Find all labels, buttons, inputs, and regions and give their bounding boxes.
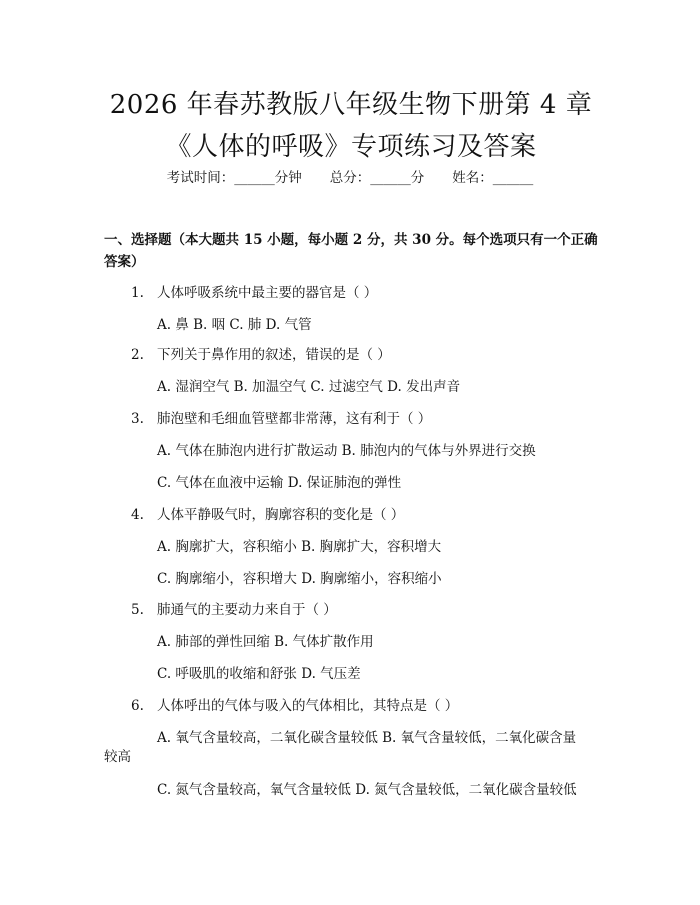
question-6-options-cd: C. 氮气含量较高，氧气含量较低 D. 氮气含量较低，二氧化碳含量较低 [157, 782, 577, 798]
question-text: 下列关于鼻作用的叙述，错误的是（ ） [157, 347, 391, 363]
question-5-options-cd: C. 呼吸肌的收缩和舒张 D. 气压差 [157, 666, 361, 682]
question-text: 肺通气的主要动力来自于（ ） [157, 602, 337, 618]
question-3 [131, 409, 431, 429]
question-number: 1. [131, 285, 144, 301]
document-title: 2026 年春苏教版八年级生物下册第 4 章《人体的呼吸》专项练习及答案 [109, 90, 593, 162]
question-4-options-ab: A. 胸廓扩大，容积缩小 B. 胸廓扩大，容积增大 [157, 539, 442, 555]
question-5 [131, 600, 337, 620]
question-text: 人体呼出的气体与吸入的气体相比，其特点是（ ） [157, 698, 459, 714]
question-3-options-ab: A. 气体在肺泡内进行扩散运动 B. 肺泡内的气体与外界进行交换 [157, 443, 536, 459]
question-number: 3. [131, 411, 144, 427]
question-1 [131, 283, 377, 303]
question-2 [131, 345, 391, 365]
question-6-options-ab: A. 氧气含量较高，二氧化碳含量较低 B. 氧气含量较低，二氧化碳含量 [157, 730, 577, 746]
question-number: 5. [131, 602, 144, 618]
exam-meta [0, 168, 700, 188]
question-text: 人体平静吸气时，胸廓容积的变化是（ ） [157, 507, 405, 523]
question-5-options-ab: A. 肺部的弹性回缩 B. 气体扩散作用 [157, 634, 374, 650]
question-6 [131, 696, 458, 716]
question-3-options-cd: C. 气体在血液中运输 D. 保证肺泡的弹性 [157, 475, 402, 491]
section-heading: 一、选择题（本大题共 15 小题，每小题 2 分，共 30 分。每个选项只有一个正确答案） [104, 232, 598, 270]
question-4-options-cd: C. 胸廓缩小，容积增大 D. 胸廓缩小，容积缩小 [157, 571, 442, 587]
exam-time-field: 考试时间：______分钟 [166, 170, 302, 186]
question-number: 4. [131, 507, 144, 523]
question-2-options: A. 湿润空气 B. 加温空气 C. 过滤空气 D. 发出声音 [157, 379, 461, 395]
question-number: 6. [131, 698, 144, 714]
question-6-options-ab-continued: 较高 [104, 749, 131, 765]
question-number: 2. [131, 347, 144, 363]
student-name-field: 姓名：______ [452, 170, 534, 186]
question-text: 人体呼吸系统中最主要的器官是（ ） [157, 285, 378, 301]
question-1-options: A. 鼻 B. 咽 C. 肺 D. 气管 [157, 317, 312, 333]
question-4 [131, 505, 404, 525]
question-text: 肺泡壁和毛细血管壁都非常薄，这有利于（ ） [157, 411, 432, 427]
total-score-field: 总分：______分 [329, 170, 425, 186]
